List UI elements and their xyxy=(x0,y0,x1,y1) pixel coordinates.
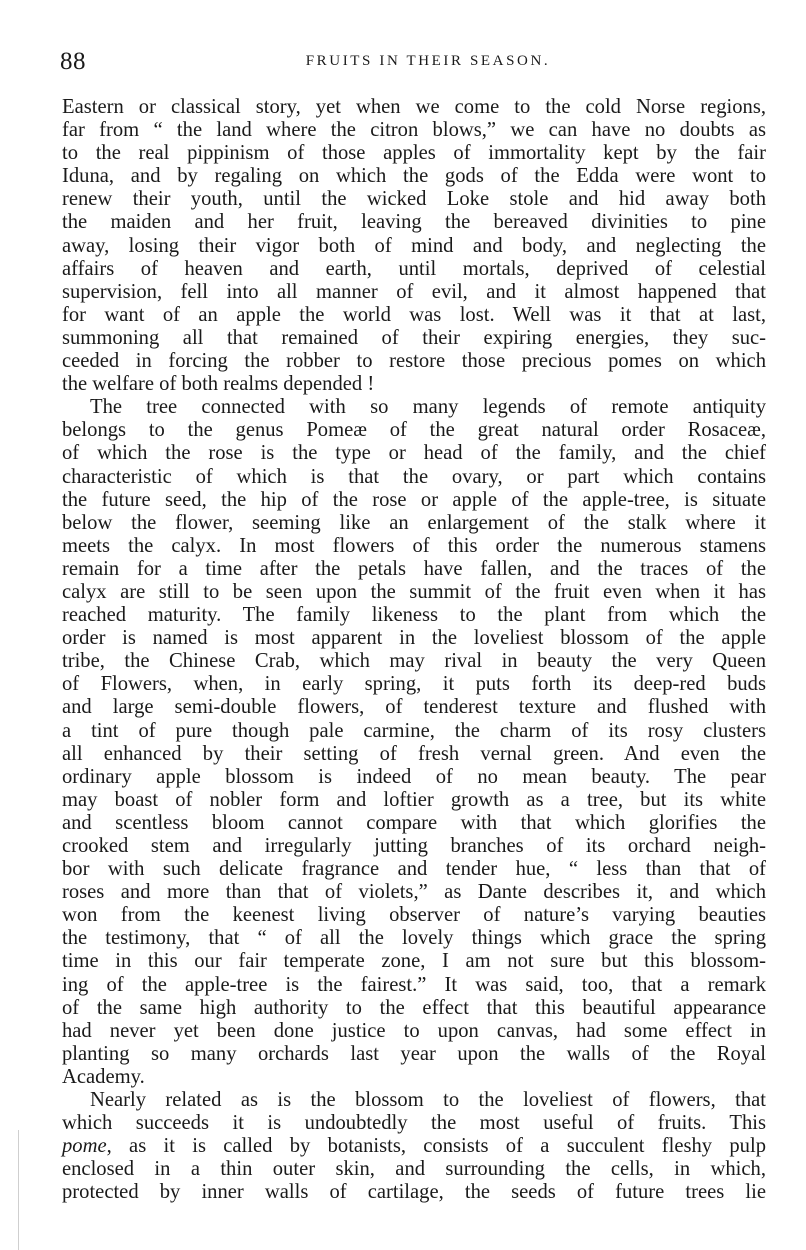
text-line: all enhanced by their setting of fresh vernal green. And even the xyxy=(62,742,766,765)
text-line: had never yet been done justice to upon canvas, had some effect in xyxy=(62,1019,766,1042)
text-line: the testimony, that “ of all the lovely things which grace the spring xyxy=(62,927,766,950)
page-header xyxy=(60,48,766,84)
text-line: bor with such delicate fragrance and tender hue, “ less than that of xyxy=(62,858,766,881)
running-head: FRUITS IN THEIR SEASON. xyxy=(305,53,551,69)
text-line: remain for a time after the petals have fallen, and the traces of the xyxy=(62,557,766,580)
text-line: summoning all that remained of their expiring energies, they suc- xyxy=(62,326,766,349)
paragraph-start-line: Nearly related as is the blossom to the loveliest of flowers, that xyxy=(90,1089,766,1112)
text-line: Eastern or classical story, yet when we come to the cold Norse regions, xyxy=(62,96,766,118)
text-line: far from “ the land where the citron blows,” we can have no doubts as xyxy=(62,119,766,142)
text-line: ing of the apple-tree is the fairest.” It was said, too, that a remark xyxy=(62,973,766,996)
text-line: and large semi-double flowers, of tenderest texture and flushed with xyxy=(62,696,766,719)
text-line: of Flowers, when, in early spring, it puts forth its deep-red buds xyxy=(62,673,766,696)
text-line: roses and more than that of violets,” as Dante describes it, and which xyxy=(62,881,766,904)
text-line: order is named is most apparent in the loveliest blossom of the apple xyxy=(62,627,766,650)
page-number: 88 xyxy=(60,48,86,75)
text-line: enclosed in a thin outer skin, and surrounding the cells, in which, xyxy=(62,1158,766,1181)
paragraph-end-line: the welfare of both realms depended ! xyxy=(62,373,375,396)
text-line: pome, as it is called by botanists, consists of a succulent fleshy pulp xyxy=(62,1135,766,1158)
body-text xyxy=(62,96,766,1205)
text-line: away, losing their vigor both of mind and body, and neglecting the xyxy=(62,234,766,257)
text-line: ordinary apple blossom is indeed of no mean beauty. The pear xyxy=(62,765,766,788)
text-line: supervision, fell into all manner of evil, and it almost happened that xyxy=(62,280,766,303)
text-line: Iduna, and by regaling on which the gods of the Edda were wont to xyxy=(62,165,766,188)
text-line: calyx are still to be seen upon the summit of the fruit even when it has xyxy=(62,580,766,603)
text-line: of the same high authority to the effect that this beautiful appearance xyxy=(62,996,766,1019)
paragraph-start-line: The tree connected with so many legends of remote antiquity xyxy=(90,396,766,419)
text-line: tribe, the Chinese Crab, which may rival in beauty the very Queen xyxy=(62,650,766,673)
text-line: of which the rose is the type or head of the family, and the chief xyxy=(62,442,766,465)
text-line: below the flower, seeming like an enlargement of the stalk where it xyxy=(62,511,766,534)
text-line: meets the calyx. In most flowers of this order the numerous stamens xyxy=(62,534,766,557)
text-line: the future seed, the hip of the rose or apple of the apple-tree, is situate xyxy=(62,488,766,511)
paragraph-end-line: Academy. xyxy=(62,1065,145,1088)
text-line: affairs of heaven and earth, until mortals, deprived of celestial xyxy=(62,257,766,280)
text-line: ceeded in forcing the robber to restore those precious pomes on which xyxy=(62,350,766,373)
text-line: renew their youth, until the wicked Loke stole and hid away both xyxy=(62,188,766,211)
text-line: the maiden and her fruit, leaving the bereaved divinities to pine xyxy=(62,211,766,234)
text-line: crooked stem and irregularly jutting branches of its orchard neigh- xyxy=(62,835,766,857)
text-line: a tint of pure though pale carmine, the charm of its rosy clusters xyxy=(62,719,766,742)
page-edge-rule xyxy=(18,1130,19,1250)
text-line: won from the keenest living observer of nature’s varying beauties xyxy=(62,904,766,927)
text-line: for want of an apple the world was lost. Well was it that at last, xyxy=(62,303,766,326)
text-line: reached maturity. The family likeness to the plant from which the xyxy=(62,604,766,627)
text-line: which succeeds it is undoubtedly the most useful of fruits. This xyxy=(62,1112,766,1135)
italic-term: pome xyxy=(62,1135,107,1158)
text-line: to the real pippinism of those apples of immortality kept by the fair xyxy=(62,142,766,165)
text-line: belongs to the genus Pomeæ of the great natural order Rosaceæ, xyxy=(62,419,766,442)
text-line: protected by inner walls of cartilage, the seeds of future trees lie xyxy=(62,1181,766,1204)
text-line: time in this our fair temperate zone, I am not sure but this blossom- xyxy=(62,950,766,973)
text-line: characteristic of which is that the ovary, or part which contains xyxy=(62,465,766,488)
text-line: planting so many orchards last year upon the walls of the Royal xyxy=(62,1042,766,1065)
text-line: may boast of nobler form and loftier growth as a tree, but its white xyxy=(62,788,766,811)
text-line: and scentless bloom cannot compare with that which glorifies the xyxy=(62,811,766,834)
